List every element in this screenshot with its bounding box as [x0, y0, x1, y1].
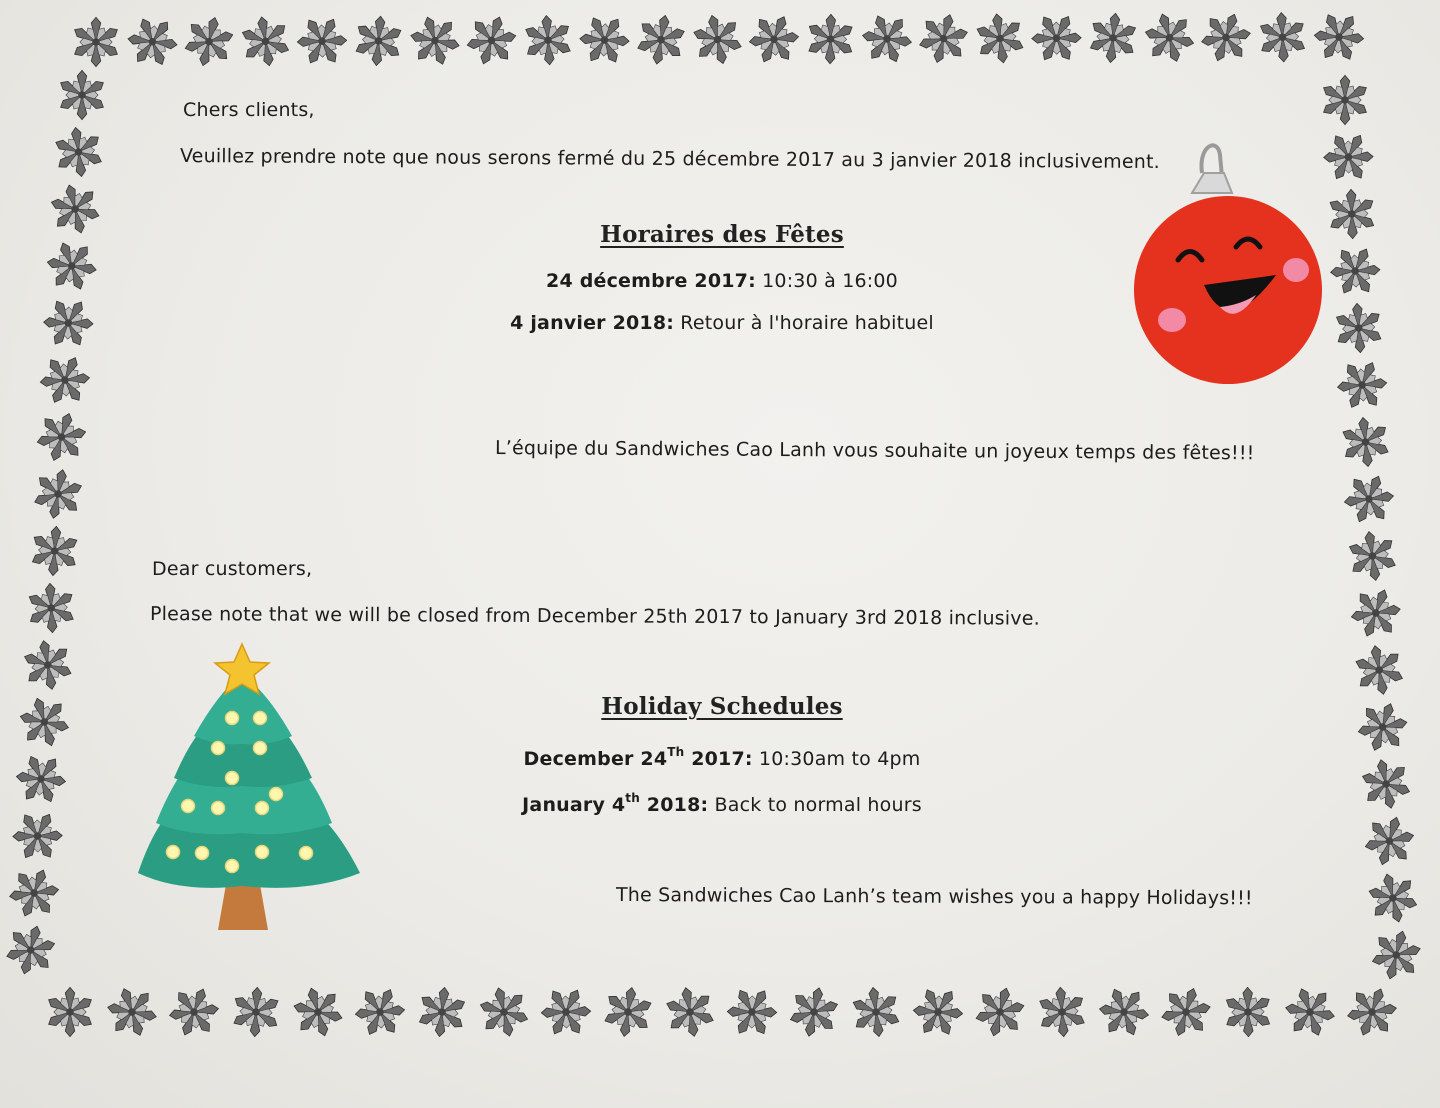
- french-schedule-line-1: [546, 270, 898, 292]
- french-date-1: 24 décembre 2017:: [546, 270, 756, 292]
- poinsettia-icon: [970, 983, 1030, 1042]
- poinsettia-icon: [401, 6, 469, 75]
- poinsettia-icon: [904, 978, 971, 1046]
- tree-light: [254, 742, 267, 755]
- poinsettia-icon: [1337, 467, 1400, 531]
- poinsettia-icon: [1156, 981, 1216, 1043]
- poinsettia-icon: [780, 978, 849, 1046]
- poinsettia-icon: [572, 7, 637, 73]
- english-date-2: [522, 791, 709, 816]
- poinsettia-icon: [14, 753, 68, 805]
- poinsettia-icon: [222, 979, 289, 1046]
- poinsettia-icon: [797, 6, 864, 72]
- poinsettia-icon: [1079, 4, 1147, 71]
- poinsettia-icon: [1329, 246, 1381, 296]
- poinsettia-icon: [45, 179, 106, 238]
- poinsettia-icon: [1338, 978, 1406, 1046]
- english-date-1-suffix: Th: [667, 745, 685, 759]
- tree-light: [226, 772, 239, 785]
- poinsettia-icon: [18, 576, 84, 641]
- french-hours-1: 10:30 à 16:00: [755, 270, 898, 292]
- poinsettia-icon: [289, 8, 355, 75]
- poinsettia-icon: [27, 403, 95, 472]
- poinsettia-icon: [58, 70, 106, 119]
- poinsettia-icon: [463, 12, 521, 68]
- english-wishes: The Sandwiches Cao Lanh’s team wishes you a happy Holidays!!!: [615, 884, 1253, 910]
- english-date-1: [523, 745, 753, 770]
- poinsettia-icon: [1328, 351, 1395, 419]
- poinsettia-icon: [1029, 980, 1094, 1044]
- poinsettia-icon: [234, 10, 297, 72]
- poinsettia-icon: [1348, 693, 1416, 761]
- poinsettia-icon: [1348, 639, 1411, 701]
- english-schedule-line-1: [523, 745, 921, 770]
- poinsettia-icon: [1359, 864, 1428, 933]
- poinsettia-icon: [46, 987, 94, 1036]
- poinsettia-icon: [633, 11, 688, 68]
- poinsettia-icon: [727, 988, 777, 1036]
- tree-light: [254, 712, 267, 725]
- french-notice: Veuillez prendre note que nous serons fermé du 25 décembre 2017 au 3 janvier 2018 inclusivement.: [179, 145, 1160, 173]
- poinsettia-icon: [515, 8, 580, 72]
- poinsettia-icon: [1366, 926, 1426, 985]
- poinsettia-icon: [1360, 810, 1420, 871]
- tree-light: [196, 847, 209, 860]
- poinsettia-icon: [683, 5, 752, 73]
- poinsettia-icon: [601, 984, 656, 1040]
- poinsettia-icon: [4, 803, 70, 870]
- tree-light: [167, 846, 180, 859]
- poinsettia-icon: [179, 12, 240, 71]
- english-heading: Holiday Schedules: [601, 693, 843, 720]
- poinsettia-icon: [1338, 522, 1406, 590]
- poinsettia-icon: [914, 9, 973, 69]
- poinsettia-icon: [1249, 4, 1316, 71]
- poinsettia-icon: [10, 688, 78, 757]
- poinsettia-icon: [1313, 12, 1366, 63]
- french-date-2: 4 janvier 2018:: [510, 312, 675, 334]
- poinsettia-icon: [410, 980, 474, 1044]
- poinsettia-icon: [22, 519, 87, 583]
- tree-light: [270, 788, 283, 801]
- poinsettia-icon: [747, 13, 801, 65]
- poinsettia-icon: [20, 637, 75, 694]
- poinsettia-icon: [1031, 14, 1081, 62]
- english-hours-2: Back to normal hours: [708, 794, 922, 816]
- poinsettia-icon: [41, 234, 103, 297]
- poinsettia-icon: [1282, 984, 1339, 1039]
- poinsettia-icon: [1339, 415, 1391, 469]
- tree-light: [212, 742, 225, 755]
- poinsettia-icon: [30, 465, 86, 523]
- poinsettia-icon: [166, 985, 222, 1039]
- poinsettia-icon: [288, 982, 347, 1043]
- tree-light: [300, 847, 313, 860]
- english-date-1-month: December 24: [523, 748, 668, 770]
- poinsettia-icon: [1092, 980, 1155, 1044]
- english-hours-1: 10:30am to 4pm: [752, 748, 921, 770]
- poinsettia-icon: [1, 921, 61, 980]
- poinsettia-icon: [119, 8, 187, 76]
- tree-light: [182, 800, 195, 813]
- poinsettia-icon: [533, 978, 599, 1045]
- poinsettia-icon: [856, 7, 919, 71]
- poinsettia-icon: [1321, 75, 1369, 124]
- poinsettia-icon: [353, 14, 405, 67]
- poinsettia-icon: [1215, 979, 1282, 1045]
- poinsettia-icon: [72, 17, 120, 66]
- french-heading: Horaires des Fêtes: [600, 221, 844, 248]
- poinsettia-icon: [1318, 181, 1385, 247]
- smiling-ornament-icon: [1128, 135, 1328, 390]
- french-greeting: Chers clients,: [183, 99, 315, 121]
- tree-light: [212, 802, 225, 815]
- christmas-tree-icon: [120, 638, 365, 938]
- poinsettia-icon: [1326, 296, 1391, 360]
- poinsettia-icon: [1195, 6, 1257, 69]
- english-date-2-suffix: th: [625, 791, 640, 805]
- poinsettia-icon: [45, 118, 113, 186]
- english-date-1-year: 2017:: [684, 748, 753, 770]
- poinsettia-icon: [656, 978, 724, 1046]
- poinsettia-icon: [348, 980, 412, 1045]
- english-date-2-month: January 4: [522, 794, 626, 816]
- english-greeting: Dear customers,: [152, 558, 313, 580]
- poinsettia-icon: [966, 4, 1034, 72]
- english-date-2-year: 2018:: [639, 794, 709, 816]
- french-wishes: L’équipe du Sandwiches Cao Lanh vous souhaite un joyeux temps des fêtes!!!: [494, 437, 1255, 465]
- tree-light: [226, 860, 239, 873]
- poinsettia-icon: [3, 861, 66, 925]
- poinsettia-icon: [473, 982, 534, 1042]
- poinsettia-icon: [98, 978, 166, 1046]
- english-notice: Please note that we will be closed from December 25th 2017 to January 3rd 2018 inclusive.: [149, 603, 1040, 630]
- poinsettia-icon: [1358, 755, 1415, 813]
- poinsettia-icon: [1348, 586, 1404, 641]
- tree-light: [256, 802, 269, 815]
- french-schedule-line-2: [510, 312, 934, 334]
- poinsettia-icon: [35, 289, 101, 356]
- poinsettia-icon: [1140, 7, 1200, 68]
- french-hours-2: Retour à l'horaire habituel: [674, 312, 934, 334]
- tree-light: [226, 712, 239, 725]
- english-schedule-line-2: [522, 791, 922, 816]
- poinsettia-icon: [849, 985, 902, 1040]
- poinsettia-icon: [38, 354, 91, 406]
- tree-light: [256, 846, 269, 859]
